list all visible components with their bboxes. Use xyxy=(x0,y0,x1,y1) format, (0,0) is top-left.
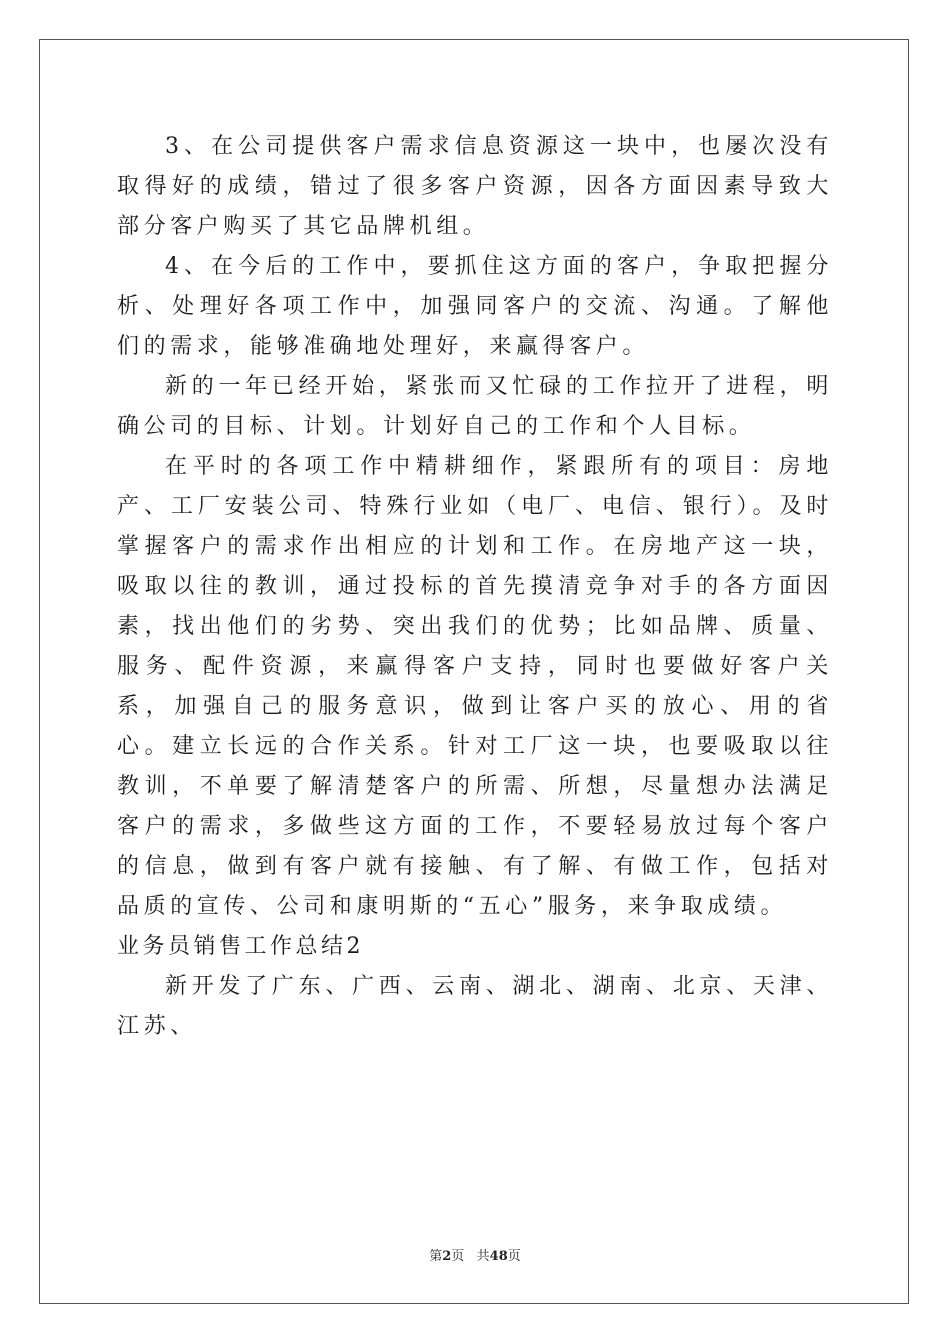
section-heading: 业务员销售工作总结2 xyxy=(117,934,364,959)
paragraph-1: 3、在公司提供客户需求信息资源这一块中，也屡次没有取得好的成绩，错过了很多客户资源，因各方面因素导致大部分客户购买了其它品牌机组。 xyxy=(117,134,833,239)
footer-page-mid: 页 共 xyxy=(451,1249,490,1264)
paragraph-3: 新的一年已经开始，紧张而又忙碌的工作拉开了进程，明确公司的目标、计划。计划好自己的工作和个人目标。 xyxy=(117,374,833,439)
footer-page-number: 2 xyxy=(442,1249,452,1264)
page-footer xyxy=(0,1248,950,1266)
footer-page-suffix: 页 xyxy=(507,1249,521,1264)
document-body xyxy=(117,127,833,1047)
footer-page-prefix: 第 xyxy=(429,1249,443,1264)
footer-total-pages: 48 xyxy=(489,1249,508,1264)
paragraph-5: 新开发了广东、广西、云南、湖北、湖南、北京、天津、江苏、 xyxy=(117,974,833,1039)
paragraph-4: 在平时的各项工作中精耕细作，紧跟所有的项目：房地产、工厂安装公司、特殊行业如（电厂、电信、银行）。及时掌握客户的需求作出相应的计划和工作。在房地产这一块，吸取以往的教训，通过投标的首先摸清竞争对手的各方面因素，找出他们的劣势、突出我们的优势；比如品牌、质量、服务、配件资源，来赢得客户支持，同时也要做好客户关系，加强自己的服务意识，做到让客户买的放心、用的省心。建立长远的合作关系。针对工厂这一块，也要吸取以往教训，不单要了解清楚客户的所需、所想，尽量想办法满足客户的需求，多做些这方面的工作，不要轻易放过每个客户的信息，做到有客户就有接触、有了解、有做工作，包括对品质的宣传、公司和康明斯的“五心”服务，来争取成绩。 xyxy=(117,454,833,919)
paragraph-2: 4、在今后的工作中，要抓住这方面的客户，争取把握分析、处理好各项工作中，加强同客户的交流、沟通。了解他们的需求，能够准确地处理好，来赢得客户。 xyxy=(117,254,833,359)
